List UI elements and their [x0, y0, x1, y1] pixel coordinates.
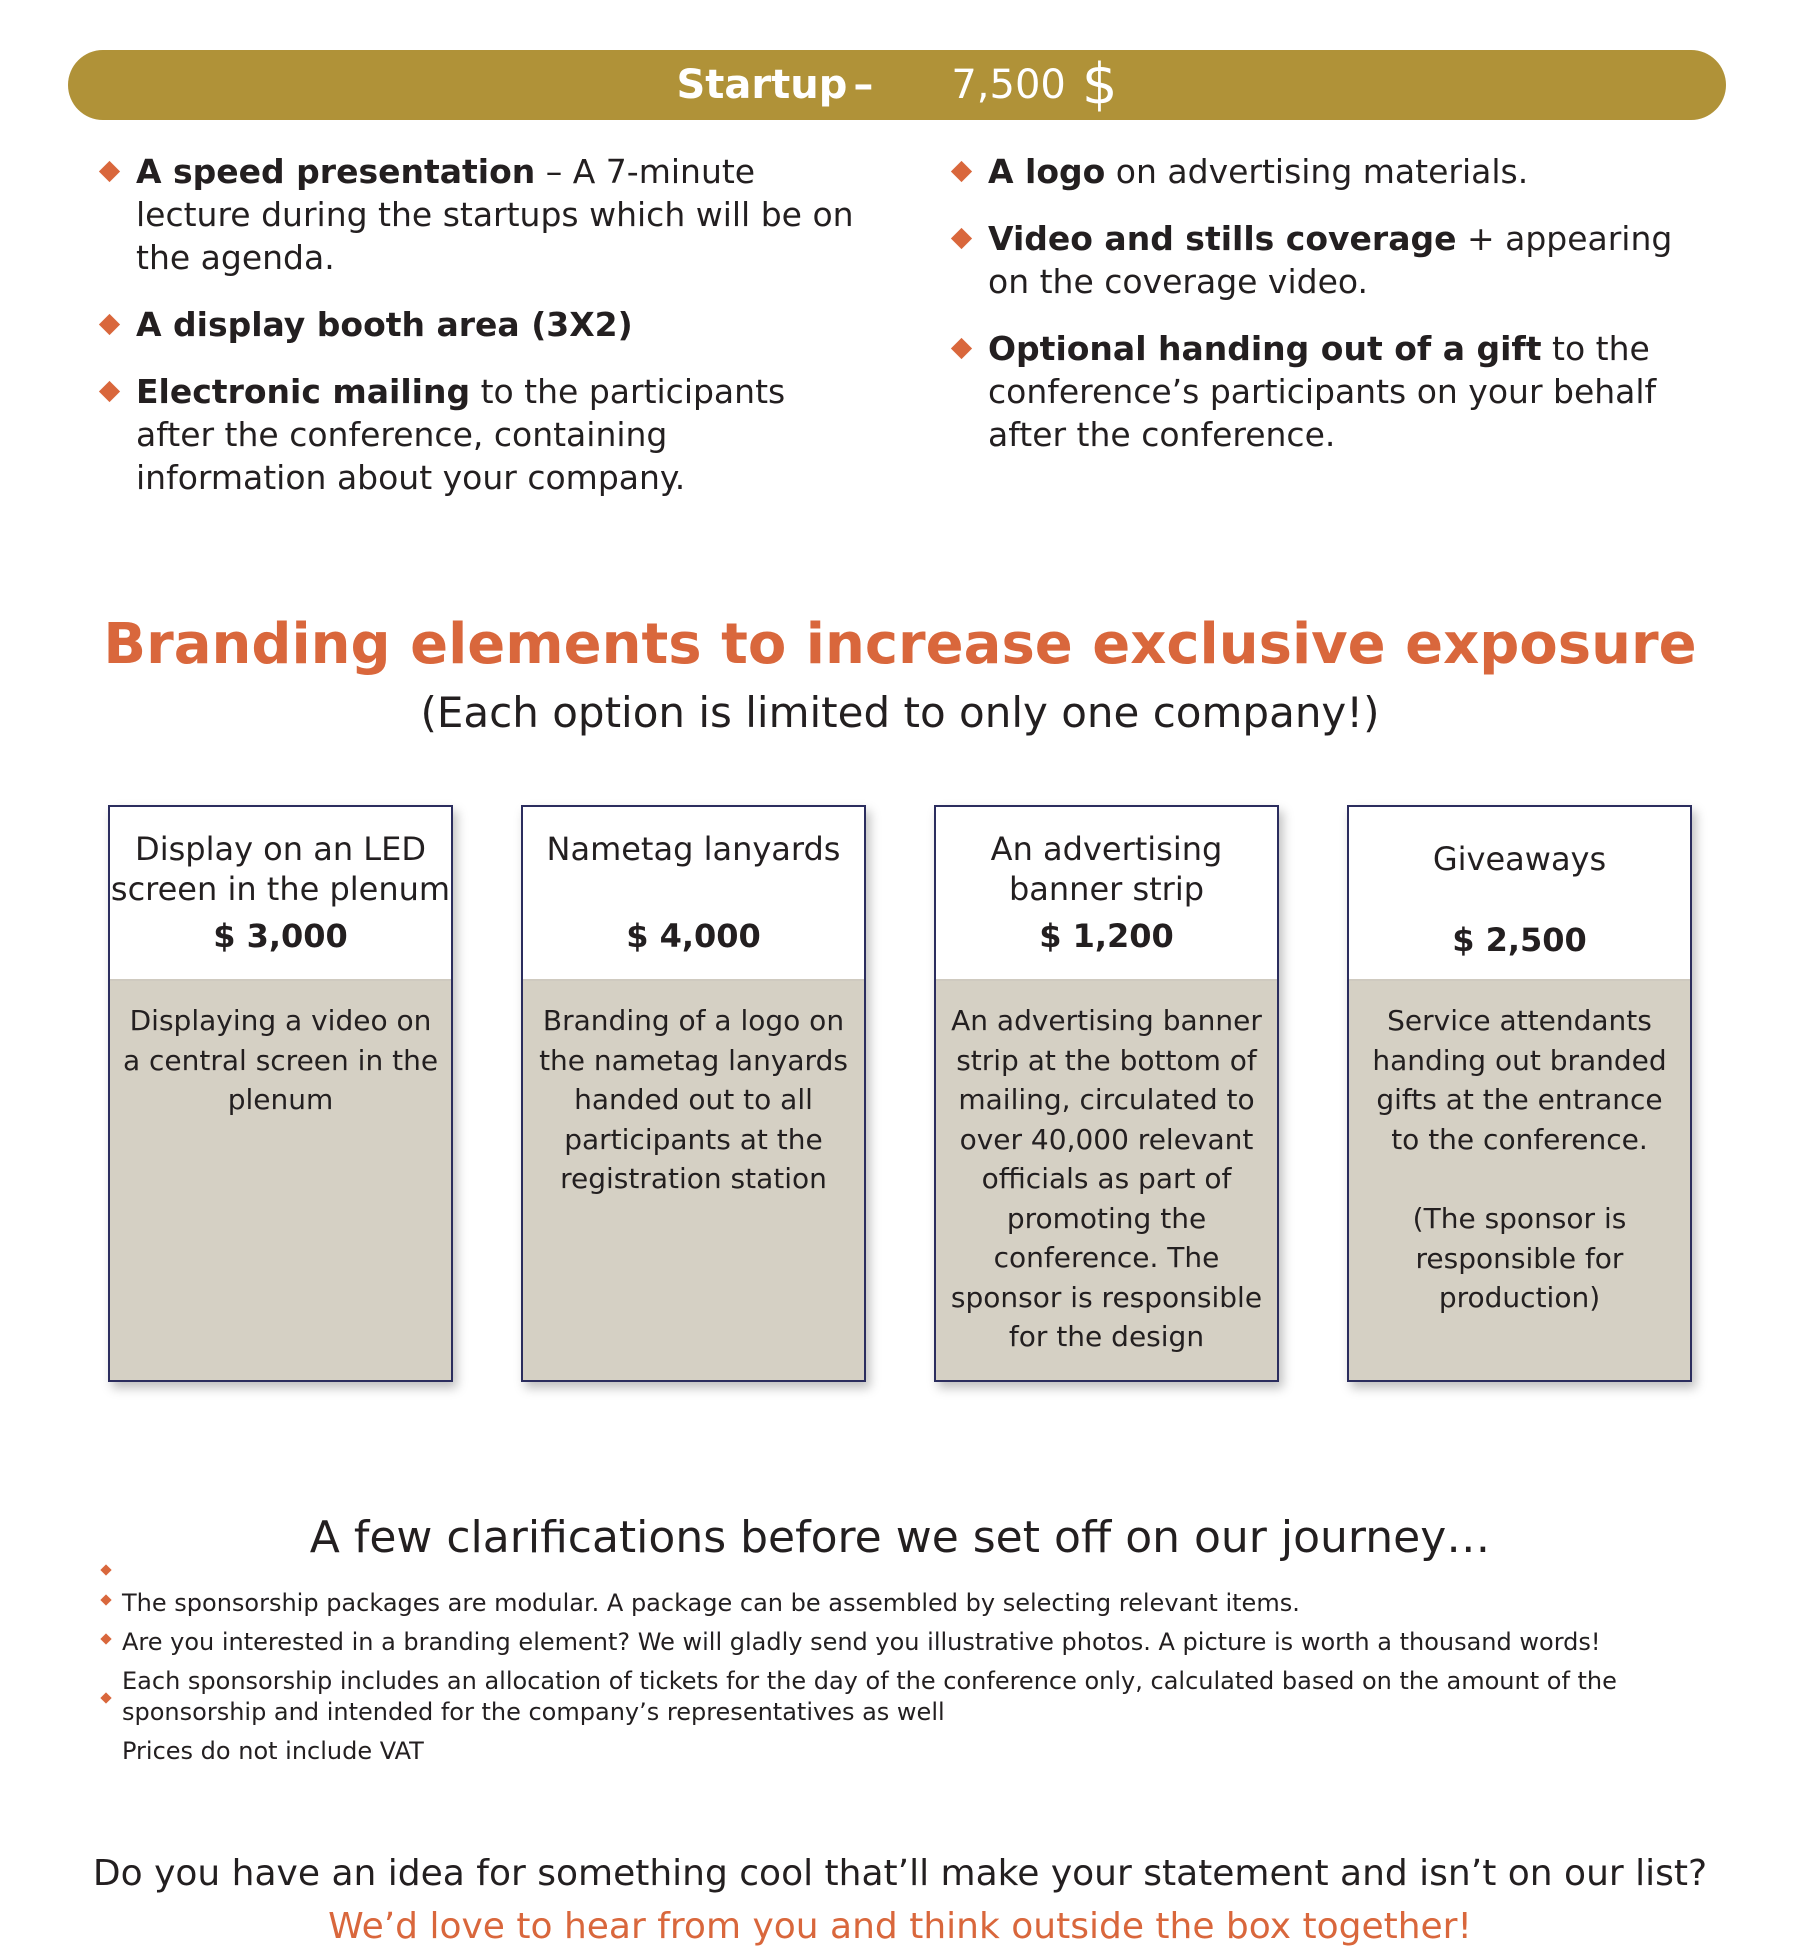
cta-question: Do you have an idea for something cool that’ll make your statement and isn’t on our list? [92, 1853, 1708, 1894]
card-price: $ 3,000 [213, 917, 348, 955]
currency-symbol: $ [1081, 52, 1118, 117]
package-banner [68, 50, 1726, 120]
package-dash: – [853, 62, 874, 108]
card-price: $ 1,200 [1039, 917, 1174, 955]
benefit-item [948, 217, 1708, 303]
clarifications-title: A few clarifications before we set off on our journey… [309, 1512, 1491, 1563]
branding-card-lanyards [521, 805, 866, 1382]
card-title: Nametag lanyards [546, 830, 841, 868]
card-description-text: Service attendants handing out branded gifts at the entrance to the conference. [1372, 1004, 1667, 1156]
benefit-item [948, 150, 1708, 193]
benefits-right-column [948, 150, 1708, 480]
card-title: An advertising banner strip [990, 830, 1223, 908]
empty-bullet [100, 1558, 1740, 1588]
clarification-item: Are you interested in a branding element? We will gladly send you illustrative photos. A picture is worth a thousand words! [100, 1627, 1740, 1658]
benefits-left-column [96, 150, 856, 523]
benefit-bold: A speed presentation [136, 152, 536, 191]
card-description [1349, 979, 1690, 1380]
benefit-text: to the conference’s participants on your behalf after the conference. [988, 329, 1657, 454]
branding-card-giveaways [1347, 805, 1692, 1382]
card-description: An advertising banner strip at the bottom of mailing, circulated to over 40,000 relevant officials as part of promoting the conference. The sponsor is responsible for the design [936, 979, 1277, 1380]
benefit-item [96, 370, 856, 499]
benefit-bold: A display booth area (3X2) [136, 305, 633, 344]
benefit-text: to the participants after the conference, containing information about your company. [136, 372, 786, 497]
benefit-text: on advertising materials. [1105, 152, 1529, 191]
branding-title: Branding elements to increase exclusive exposure [103, 612, 1697, 677]
benefit-item [96, 303, 856, 346]
benefit-text: – A 7-minute lecture during the startups which will be on the agenda. [136, 152, 854, 277]
card-title: Display on an LED screen in the plenum [110, 830, 451, 908]
clarification-item: Prices do not include VAT [122, 1737, 424, 1765]
benefit-bold: Optional handing out of a gift [988, 329, 1542, 368]
benefit-bold: A logo [988, 152, 1106, 191]
clarification-item: Each sponsorship includes an allocation of tickets for the day of the conference only, calculated based on the amount of the sponsorship and intended for the company’s representatives as well [100, 1666, 1740, 1728]
card-description: Branding of a logo on the nametag lanyards handed out to all participants at the registration station [523, 979, 864, 1380]
benefit-item [96, 150, 856, 279]
card-price: $ 2,500 [1452, 921, 1587, 959]
package-price: 7,500 [951, 62, 1066, 108]
benefit-bold: Video and stills coverage [988, 219, 1457, 258]
clarification-item: The sponsorship packages are modular. A package can be assembled by selecting relevant items. [100, 1588, 1740, 1619]
branding-card-banner-strip [934, 805, 1279, 1382]
card-header [523, 807, 864, 977]
card-header [110, 807, 451, 977]
benefit-bold: Electronic mailing [136, 372, 471, 411]
branding-card-led [108, 805, 453, 1382]
branding-subtitle: (Each option is limited to only one company!) [420, 688, 1380, 737]
card-note: (The sponsor is responsible for production) [1412, 1202, 1627, 1314]
benefit-text: + appearing on the coverage video. [988, 219, 1673, 301]
cta-answer: We’d love to hear from you and think outside the box together! [328, 1906, 1472, 1947]
card-header [936, 807, 1277, 977]
card-price: $ 4,000 [626, 917, 761, 955]
benefit-item [948, 327, 1708, 456]
clarifications-list [100, 1558, 1740, 1775]
package-name: Startup [676, 62, 848, 108]
card-description: Displaying a video on a central screen in the plenum [110, 979, 451, 1380]
card-title: Giveaways [1432, 840, 1607, 878]
card-header [1349, 807, 1690, 977]
